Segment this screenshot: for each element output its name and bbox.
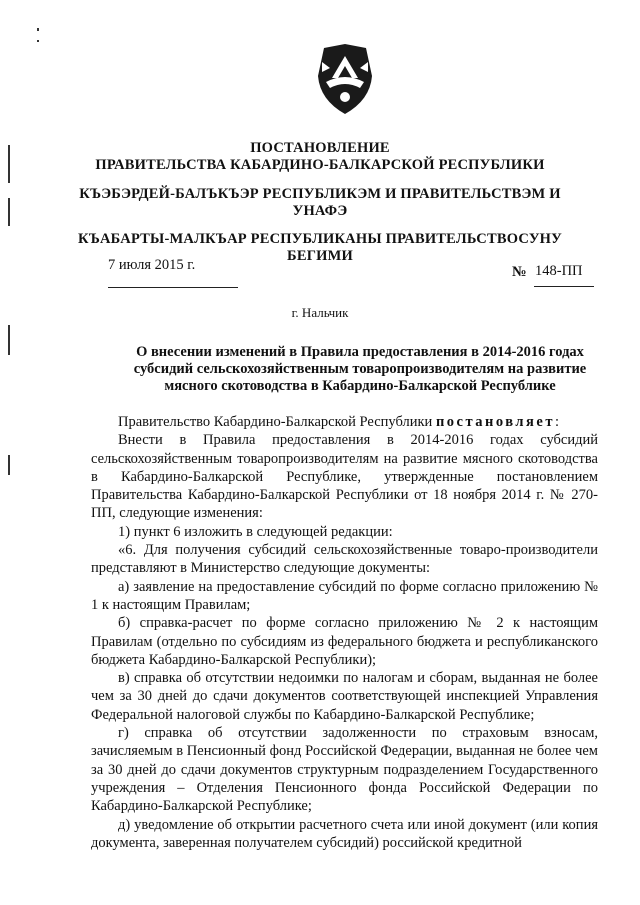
title-line: субсидий сельскохозяйственным товаропроизводителям на развитие xyxy=(133,361,587,377)
paragraph: б) справка-расчет по форме согласно приложению № 2 к настоящим Правилам (отдельно по субсидиям из федерального бюджета и республиканского бюджета Кабардино-Балкарской Республики); xyxy=(91,615,598,668)
paragraph: «6. Для получения субсидий сельскохозяйственные товаро-производители представляют в Министерство следующие документы: xyxy=(91,542,598,577)
document-body xyxy=(91,413,598,852)
document-number: 148-ПП xyxy=(535,263,583,279)
paragraph: Внести в Правила предоставления в 2014-2016 годах субсидий сельскохозяйственным товаропроизводителям на развитие мясного скотоводства в Кабардино-Балкарской Республике, утвержденные постановлением Правительства Кабардино-Балкарской Республики от 18 ноября 2014 г. № 270-ПП, следующие изменения: xyxy=(91,432,598,522)
document-date: 7 июля 2015 г. xyxy=(108,257,196,273)
document-type: ПОСТАНОВЛЕНИЕ xyxy=(250,140,390,156)
scan-mark xyxy=(8,198,10,226)
scan-mark xyxy=(8,455,10,475)
city: г. Нальчик xyxy=(291,305,349,320)
date-underline xyxy=(108,287,238,288)
issuer-balkar-line-1: КЪАБАРТЫ-МАЛКЪАР РЕСПУБЛИКАНЫ ПРАВИТЕЛЬСТВОСУНУ xyxy=(78,231,562,247)
paragraph: 1) пункт 6 изложить в следующей редакции: xyxy=(118,523,393,540)
number-sign: № xyxy=(512,264,527,280)
issuer-russian: ПРАВИТЕЛЬСТВА КАБАРДИНО-БАЛКАРСКОЙ РЕСПУБЛИКИ xyxy=(95,157,545,173)
title-line: мясного скотоводства в Кабардино-Балкарской Республике xyxy=(164,378,556,394)
coat-of-arms-icon xyxy=(314,42,376,116)
paragraph: г) справка об отсутствии задолженности по страховым взносам, зачисляемым в Пенсионный фонд Российской Федерации, выданная не более чем за 30 дней до сдачи документов структурным подразделением Государственного учреждения – Отделения Пенсионного фонда Российской Федерации по Кабардино-Балкарской Республике; xyxy=(91,725,598,815)
decree-verb: постановляет xyxy=(435,414,555,430)
issuer-kabardian-line-2: УНАФЭ xyxy=(292,203,348,219)
issuer-balkar-line-2: БЕГИМИ xyxy=(287,248,353,264)
number-underline xyxy=(534,286,594,287)
title-line: О внесении изменений в Правила предоставления в 2014-2016 годах xyxy=(136,344,584,360)
paragraph: в) справка об отсутствии недоимки по налогам и сборам, выданная не более чем за 30 дней до сдачи документов соответствующей инспекцией Управления Федеральной налоговой службы по Кабардино-Балкарской Республике; xyxy=(91,670,598,723)
intro-paragraph: Правительство Кабардино-Балкарской Республики постановляет: xyxy=(118,414,559,430)
paragraph: д) уведомление об открытии расчетного счета или иной документ (или копия документа, заверенная получателем субсидий) российской кредитной xyxy=(91,816,598,851)
issuer-kabardian-line-1: КЪЭБЭРДЕЙ-БАЛЪКЪЭР РЕСПУБЛИКЭМ И ПРАВИТЕЛЬСТВЭМ И xyxy=(79,186,561,202)
scan-mark xyxy=(37,40,39,42)
paragraph: а) заявление на предоставление субсидий по форме согласно приложению № 1 к настоящим Правилам; xyxy=(91,578,598,613)
document-title xyxy=(130,344,590,395)
scan-mark xyxy=(8,145,10,183)
scan-mark xyxy=(8,325,10,355)
scan-mark xyxy=(37,28,39,31)
